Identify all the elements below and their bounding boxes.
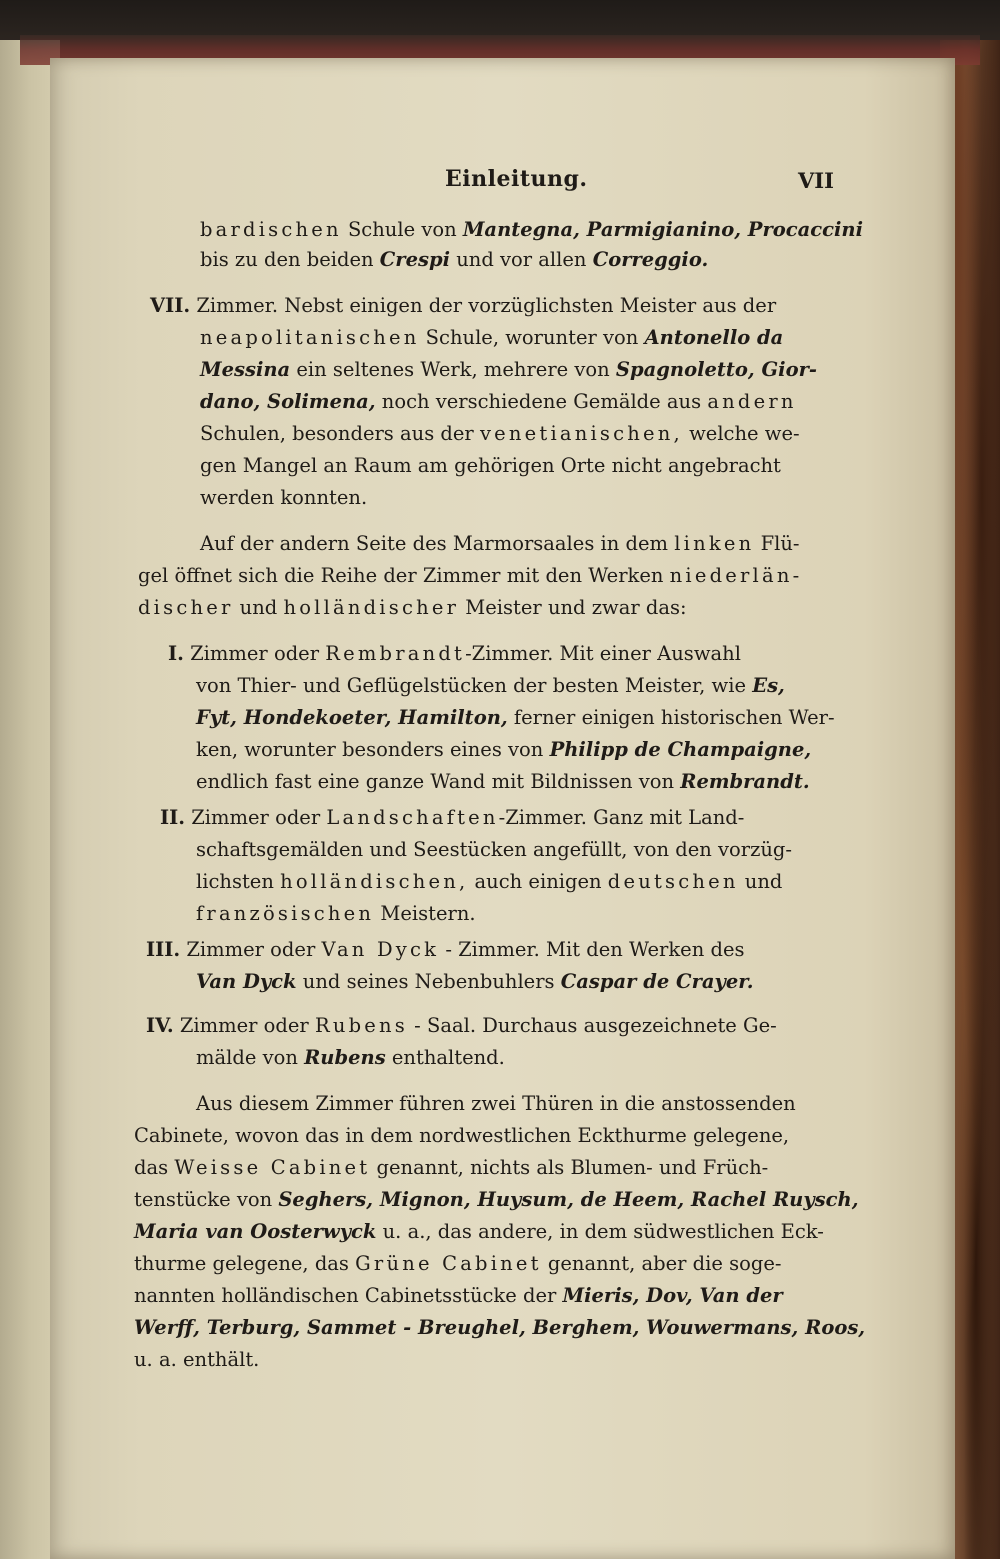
section-iii-heading: III. Zimmer oder Van Dyck - Zimmer. Mit den Werken des	[146, 938, 745, 961]
text-line: werden konnten.	[200, 486, 368, 509]
text-line: gel öffnet sich die Reihe der Zimmer mit den Werken niederlän-	[138, 564, 803, 587]
text-line: französischen Meistern.	[196, 902, 476, 925]
text-line: endlich fast eine ganze Wand mit Bildnissen von Rembrandt.	[196, 770, 810, 793]
section-i-heading: I. Zimmer oder Rembrandt-Zimmer. Mit einer Auswahl	[168, 642, 741, 665]
text-line: Maria van Oosterwyck u. a., das andere, in dem südwestlichen Eck-	[134, 1220, 824, 1243]
text-line: neapolitanischen Schule, worunter von Antonello da	[200, 326, 784, 349]
text-line: nannten holländischen Cabinetsstücke der Mieris, Dov, Van der	[134, 1284, 783, 1307]
text-line: mälde von Rubens enthaltend.	[196, 1046, 505, 1069]
text-line: schaftsgemälden und Seestücken angefüllt, von den vorzüg-	[196, 838, 792, 861]
page-number: VII	[798, 168, 834, 193]
page-content	[50, 58, 955, 1559]
text-line: Werff, Terburg, Sammet - Breughel, Berghem, Wouwermans, Roos,	[134, 1316, 866, 1339]
text-line: Van Dyck und seines Nebenbuhlers Caspar de Crayer.	[196, 970, 754, 993]
text-line: ken, worunter besonders eines von Philipp de Champaigne,	[196, 738, 812, 761]
section-ii-heading: II. Zimmer oder Landschaften-Zimmer. Ganz mit Land-	[160, 806, 745, 829]
text-line: das Weisse Cabinet genannt, nichts als Blumen- und Früch-	[134, 1156, 769, 1179]
text-line: thurme gelegene, das Grüne Cabinet genannt, aber die soge-	[134, 1252, 782, 1275]
text-line: bardischen Schule von Mantegna, Parmigianino, Procaccini	[200, 218, 863, 241]
section-iv-heading: IV. Zimmer oder Rubens - Saal. Durchaus ausgezeichnete Ge-	[146, 1014, 777, 1037]
text-line: bis zu den beiden Crespi und vor allen Correggio.	[200, 248, 709, 271]
text-line: Aus diesem Zimmer führen zwei Thüren in die anstossenden	[196, 1092, 796, 1115]
book-page	[50, 58, 955, 1559]
text-line: discher und holländischer Meister und zwar das:	[138, 596, 687, 619]
text-line: Schulen, besonders aus der venetianischen, welche we-	[200, 422, 800, 445]
text-line: u. a. enthält.	[134, 1348, 260, 1371]
text-line: Cabinete, wovon das in dem nordwestlichen Eckthurme gelegene,	[134, 1124, 790, 1147]
text-line: von Thier- und Geflügelstücken der besten Meister, wie Es,	[196, 674, 785, 697]
text-line: Fyt, Hondekoeter, Hamilton, ferner einigen historischen Wer-	[196, 706, 835, 729]
text-line: Messina ein seltenes Werk, mehrere von Spagnoletto, Gior-	[200, 358, 817, 381]
text-line: lichsten holländischen, auch einigen deutschen und	[196, 870, 783, 893]
text-line: tenstücke von Seghers, Mignon, Huysum, de Heem, Rachel Ruysch,	[134, 1188, 859, 1211]
section-vii-heading: VII. Zimmer. Nebst einigen der vorzüglichsten Meister aus der	[150, 294, 777, 317]
running-head: Einleitung.	[445, 166, 588, 192]
text-line: gen Mangel an Raum am gehörigen Orte nicht angebracht	[200, 454, 781, 477]
text-line: dano, Solimena, noch verschiedene Gemälde aus andern	[200, 390, 797, 413]
text-line: Auf der andern Seite des Marmorsaales in dem linken Flü-	[200, 532, 800, 555]
